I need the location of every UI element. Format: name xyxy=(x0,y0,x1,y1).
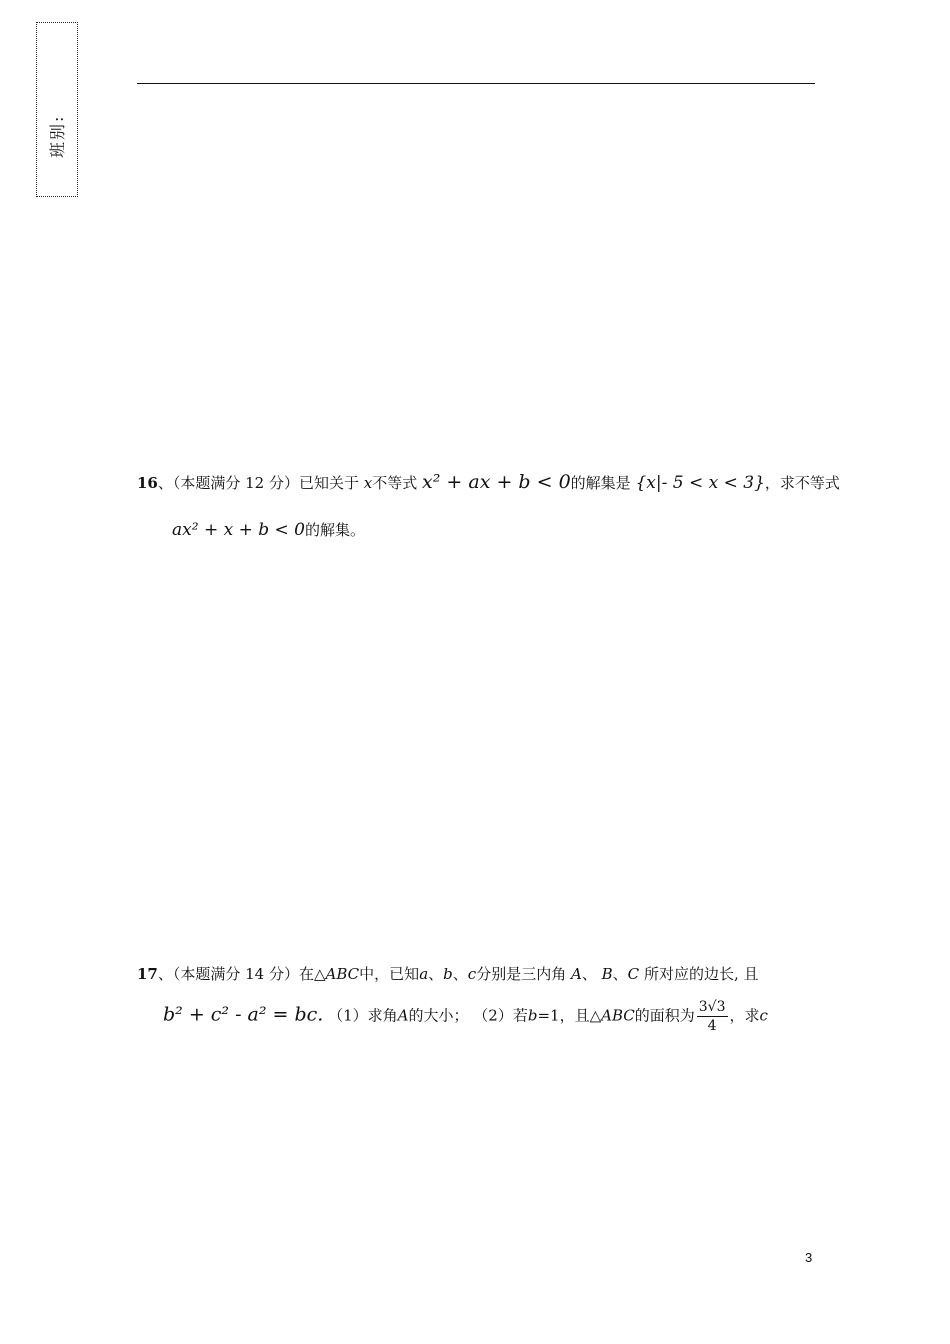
question-17-angle-b: B xyxy=(601,965,613,983)
question-17-text-lengths: 所对应的边长, 且 xyxy=(643,965,759,983)
question-17-sep-4: 、 xyxy=(612,965,628,983)
binding-margin-box xyxy=(36,22,78,197)
question-16-inequality-2: ax² + x + b < 0 xyxy=(172,520,305,540)
header-rule xyxy=(137,83,815,84)
question-17-sep-1: 、 xyxy=(428,965,444,983)
question-17-sep-3: 、 xyxy=(581,965,597,983)
question-17-part-1-end: 的大小； xyxy=(408,1006,469,1025)
question-17-part-2-end: ，求 xyxy=(729,1006,760,1025)
question-17-intro: 、（本题满分 14 分）在△ xyxy=(157,965,326,983)
question-16-line-1 xyxy=(137,470,840,495)
question-16-inequality-1: x² + ax + b < 0 xyxy=(422,471,571,493)
question-17-angle-a: A xyxy=(570,965,582,983)
question-17-part-2-text: （2）若 xyxy=(473,1006,528,1025)
question-17-angle-c: C xyxy=(627,965,640,983)
question-17-area-fraction xyxy=(697,998,728,1035)
question-16-line-2 xyxy=(172,518,365,542)
question-17-part-2-condition: =1，且△ xyxy=(537,1006,602,1025)
question-17-part-1-text: （1）求角 xyxy=(328,1006,398,1025)
question-17-equation: b² + c² - a² = bc. xyxy=(163,1003,324,1026)
question-17-text-sides: 分别是三内角 xyxy=(476,965,567,983)
question-17-sep-2: 、 xyxy=(452,965,468,983)
question-16-text-inequality: 不等式 xyxy=(372,474,418,492)
question-16-text-find: ，求不等式 xyxy=(764,474,840,492)
fraction-denominator: 4 xyxy=(707,1018,717,1034)
class-label: 班别: xyxy=(48,114,67,158)
question-17-part-2-var: b xyxy=(527,1006,538,1025)
question-17-text-known: 中，已知 xyxy=(359,965,420,983)
question-17-part-2-area: 的面积为 xyxy=(634,1006,695,1025)
question-17-triangle: ABC xyxy=(325,965,360,983)
question-17-side-b: b xyxy=(443,965,453,983)
fraction-numerator: 3√3 xyxy=(698,999,726,1015)
question-17-side-c: c xyxy=(467,965,477,983)
question-16-text-end: 的解集。 xyxy=(304,521,365,539)
question-17-number: 17 xyxy=(137,965,158,983)
question-16-intro: 、（本题满分 12 分）已知关于 xyxy=(157,474,359,492)
question-16-number: 16 xyxy=(137,474,158,492)
question-17-line-2 xyxy=(163,998,768,1035)
question-17-line-1 xyxy=(137,962,758,986)
question-16-text-solution: 的解集是 xyxy=(570,474,631,492)
question-17-side-a: a xyxy=(419,965,429,983)
question-17-part-2-c: c xyxy=(759,1006,768,1025)
question-17-part-2-triangle: ABC xyxy=(601,1006,635,1025)
question-16-solution-set: {x|- 5 < x < 3} xyxy=(635,473,765,493)
page-number: 3 xyxy=(805,1250,813,1265)
question-16-var-x: x xyxy=(363,474,373,492)
question-17-part-1-var: A xyxy=(397,1006,409,1025)
